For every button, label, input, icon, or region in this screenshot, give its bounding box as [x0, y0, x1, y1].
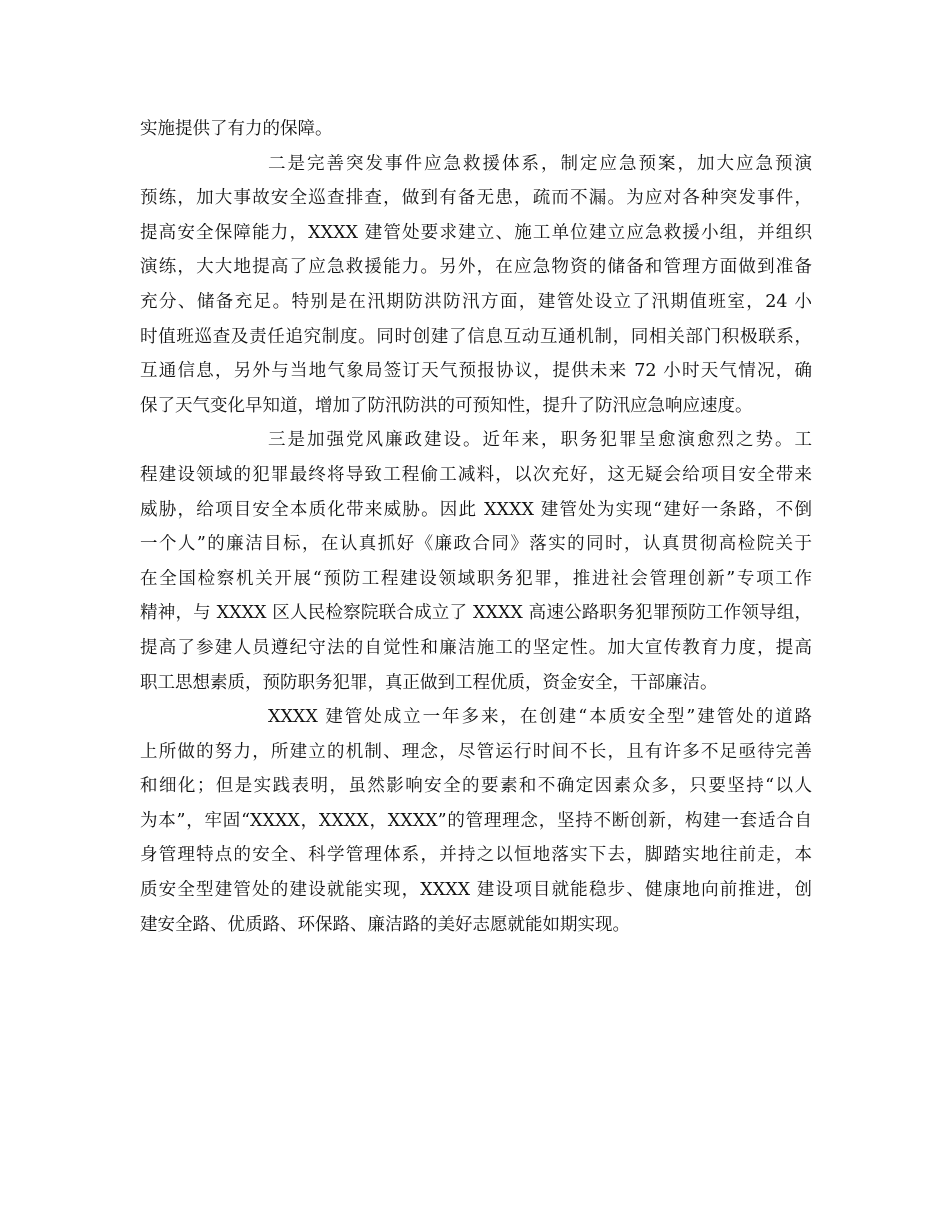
text-line: 建安全路、优质路、环保路、廉洁路的美好志愿就能如期实现。: [140, 914, 630, 935]
text-line: 上所做的努力，所建立的机制、理念，尽管运行时间不长，且有许多不足亟待完善: [140, 741, 812, 762]
text-line: 在全国检察机关开展“预防工程建设领域职务犯罪，推进社会管理创新”专项工作: [140, 568, 812, 589]
text-line: 二是完善突发事件应急救援体系，制定应急预案，加大应急预演: [268, 153, 812, 174]
text-line: 演练，大大地提高了应急救援能力。另外，在应急物资的储备和管理方面做到准备: [140, 257, 812, 278]
text-line: 提高了参建人员遵纪守法的自觉性和廉洁施工的坚定性。加大宣传教育力度，提高: [140, 637, 812, 658]
text-line: 职工思想素质，预防职务犯罪，真正做到工程优质，资金安全，干部廉洁。: [140, 672, 718, 693]
text-line: 精神，与 XXXX 区人民检察院联合成立了 XXXX 高速公路职务犯罪预防工作领导组，: [140, 603, 812, 624]
body-text: [140, 112, 812, 942]
text-line: 为本”，牢固“XXXX，XXXX，XXXX”的管理理念，坚持不断创新，构建一套适合自: [140, 810, 812, 831]
text-line: 威胁，给项目安全本质化带来威胁。因此 XXXX 建管处为实现“建好一条路，不倒: [140, 499, 812, 520]
text-line: 预练，加大事故安全巡查排查，做到有备无患，疏而不漏。为应对各种突发事件，: [140, 188, 812, 209]
text-line: 程建设领域的犯罪最终将导致工程偷工减料，以次充好，这无疑会给项目安全带来: [140, 464, 812, 485]
text-line: 一个人”的廉洁目标，在认真抓好《廉政合同》落实的同时，认真贯彻高检院关于: [140, 534, 812, 555]
text-line: 实施提供了有力的保障。: [140, 119, 333, 139]
text-line: 互通信息，另外与当地气象局签订天气预报协议，提供未来 72 小时天气情况，确: [140, 361, 812, 382]
text-line: XXXX 建管处成立一年多来，在创建“本质安全型”建管处的道路: [268, 707, 812, 728]
text-line: 和细化；但是实践表明，虽然影响安全的要素和不确定因素众多，只要坚持“以人: [140, 776, 812, 797]
text-line: 时值班巡查及责任追究制度。同时创建了信息互动互通机制，同相关部门积极联系，: [140, 326, 812, 347]
text-line: 三是加强党风廉政建设。近年来，职务犯罪呈愈演愈烈之势。工: [268, 430, 812, 451]
text-line: 身管理特点的安全、科学管理体系，并持之以恒地落实下去，脚踏实地往前走，本: [140, 845, 812, 866]
text-line: 充分、储备充足。特别是在汛期防洪防汛方面，建管处设立了汛期值班室，24 小: [140, 291, 812, 312]
text-line: 保了天气变化早知道，增加了防汛防洪的可预知性，提升了防汛应急响应速度。: [140, 395, 753, 416]
text-line: 提高安全保障能力，XXXX 建管处要求建立、施工单位建立应急救援小组，并组织: [140, 222, 812, 243]
text-line: 质安全型建管处的建设就能实现，XXXX 建设项目就能稳步、健康地向前推进，创: [140, 880, 812, 901]
